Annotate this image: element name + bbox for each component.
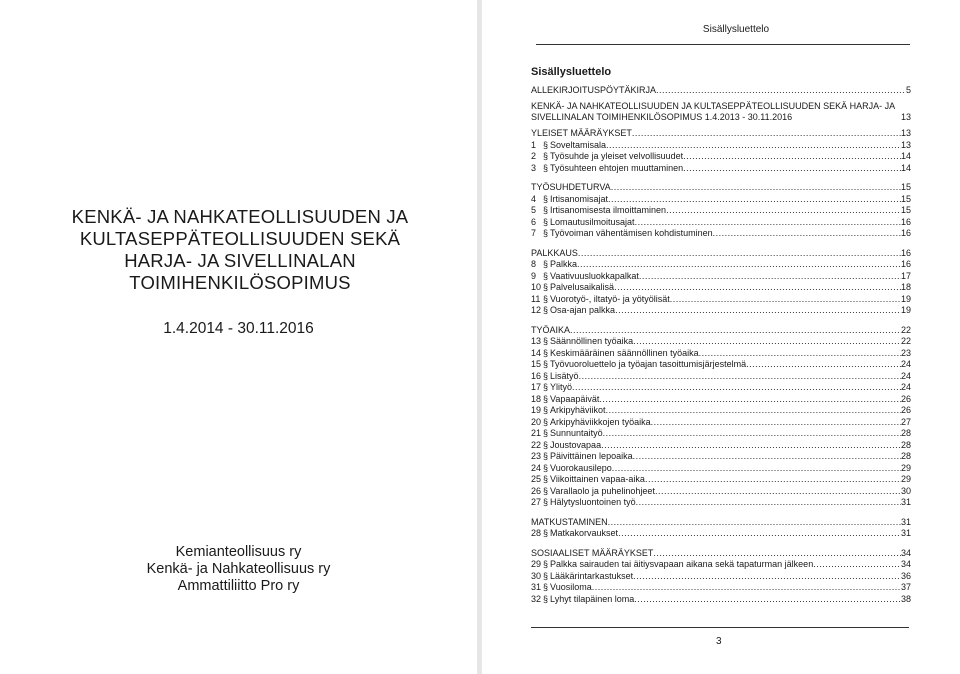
- dot-leader: [699, 348, 901, 359]
- toc-spacer: [531, 508, 911, 516]
- toc-heading[interactable]: [531, 324, 911, 336]
- dot-leader: [636, 497, 901, 508]
- toc-page-number: 22: [900, 336, 911, 346]
- toc-entry-text: Soveltamisala: [550, 139, 607, 150]
- toc-entry-label: [531, 85, 656, 96]
- toc-entry-label: [531, 417, 651, 428]
- toc-entry[interactable]: [531, 205, 911, 217]
- dot-leader: [608, 194, 901, 205]
- section-number: 18: [531, 393, 542, 404]
- toc-page-number: 31: [900, 497, 911, 507]
- header-divider: [536, 44, 910, 45]
- toc-entry-label: [531, 271, 639, 282]
- toc-entry-label: [531, 571, 633, 582]
- toc-spacer: [531, 316, 911, 324]
- toc-page-number: 13: [900, 111, 911, 122]
- cover-title: [30, 206, 450, 294]
- toc-entry-text: Työsuhde ja yleiset velvollisuudet: [550, 151, 684, 161]
- section-number: 32: [531, 593, 542, 604]
- section-number: 21: [531, 428, 542, 438]
- dot-leader: [655, 486, 901, 497]
- toc-page-number: 16: [900, 259, 911, 269]
- toc-entry-label: [531, 217, 635, 228]
- section-number: 20: [531, 416, 542, 427]
- section-sign: §: [543, 497, 549, 507]
- section-number: 11: [531, 293, 541, 304]
- section-number: 5: [531, 205, 537, 215]
- dot-leader: [614, 282, 901, 293]
- section-number: 28: [531, 528, 542, 538]
- dot-leader: [670, 294, 901, 305]
- toc-entry-label: [531, 394, 599, 405]
- toc-entry[interactable]: [531, 393, 911, 405]
- toc-entry-text: TYÖSUHDETURVA: [531, 182, 611, 192]
- toc-entry-text: Työvoiman vähentämisen kohdistuminen: [550, 228, 713, 238]
- section-sign: §: [543, 462, 549, 473]
- toc-page-number: 22: [900, 324, 911, 335]
- toc-entry[interactable]: [531, 193, 911, 205]
- section-number: 24: [531, 462, 542, 473]
- toc-entry[interactable]: [531, 305, 911, 317]
- dot-leader: [612, 463, 901, 474]
- section-sign: §: [543, 336, 549, 346]
- section-number: 31: [531, 582, 542, 592]
- section-number: 13: [531, 336, 542, 346]
- dot-leader: [606, 405, 901, 416]
- dot-leader: [683, 151, 901, 162]
- toc-page-number: 23: [900, 347, 911, 358]
- dot-leader: [651, 417, 901, 428]
- toc-page-number: 29: [900, 462, 911, 473]
- toc-entry-text: Lyhyt tilapäinen loma: [550, 593, 635, 604]
- toc-entry[interactable]: [531, 151, 911, 163]
- section-number: 29: [531, 559, 542, 569]
- toc-entry-label: [531, 474, 645, 485]
- toc-entry-text: Ylityö: [550, 382, 573, 392]
- toc-entry[interactable]: [531, 336, 911, 348]
- section-sign: §: [543, 259, 549, 269]
- toc-entry-label: [531, 128, 632, 139]
- toc-entry-text: Matkakorvaukset: [550, 528, 619, 538]
- toc-page-number: 28: [900, 451, 911, 461]
- toc-entry[interactable]: [531, 485, 911, 497]
- toc-entry-text: Lisätyö: [550, 370, 579, 381]
- dot-leader: [615, 305, 901, 316]
- toc-entry[interactable]: [531, 216, 911, 228]
- toc-entry-label: [531, 528, 618, 539]
- dot-leader: [713, 228, 901, 239]
- toc-entry[interactable]: [531, 428, 911, 440]
- dot-leader: [632, 128, 901, 139]
- toc-entry-label: [531, 163, 683, 174]
- dot-leader: [611, 182, 901, 193]
- toc-entry[interactable]: [531, 382, 911, 394]
- toc-entry-text: Arkipyhäviikot: [550, 405, 606, 415]
- toc-page-number: 14: [900, 151, 911, 161]
- toc-heading[interactable]: [531, 101, 911, 123]
- toc-heading[interactable]: [531, 547, 911, 559]
- section-sign: §: [543, 370, 549, 381]
- toc-entry-label: [531, 294, 670, 305]
- dot-leader: [656, 85, 906, 96]
- toc-page-number: 36: [900, 570, 911, 581]
- toc-page-number: 15: [900, 182, 911, 192]
- section-number: 8: [531, 259, 537, 269]
- toc-entry[interactable]: [531, 139, 911, 151]
- section-number: 25: [531, 474, 542, 484]
- toc-entry[interactable]: [531, 405, 911, 417]
- toc-entry[interactable]: [531, 582, 911, 594]
- section-number: 9: [531, 270, 537, 281]
- toc-entry-text: Joustovapaa: [550, 439, 602, 450]
- toc-spacer: [531, 174, 911, 182]
- toc-page-number: 13: [900, 128, 911, 138]
- dot-leader: [633, 571, 901, 582]
- toc-page-number: 34: [900, 559, 911, 569]
- organization-name: Kenkä- ja Nahkateollisuus ry: [146, 561, 331, 577]
- toc-entry[interactable]: [531, 528, 911, 540]
- toc-page-number: 16: [900, 247, 911, 258]
- toc-entry[interactable]: [531, 416, 911, 428]
- toc-entry-text: Keskimääräinen säännöllinen työaika: [550, 347, 699, 358]
- toc-entry-label: [531, 440, 601, 451]
- dot-leader: [570, 325, 901, 336]
- dot-leader: [577, 259, 901, 270]
- section-number: 4: [531, 193, 537, 204]
- toc-title: Sisällysluettelo: [531, 66, 612, 78]
- toc-page-number: 28: [900, 439, 911, 450]
- section-sign: §: [543, 528, 549, 538]
- toc-entry-label: [531, 486, 655, 497]
- toc-entry[interactable]: [531, 228, 911, 240]
- toc-entry-text: SOSIAALISET MÄÄRÄYKSET: [531, 547, 654, 558]
- toc-entry-text: ALLEKIRJOITUSPÖYTÄKIRJA: [531, 84, 657, 95]
- toc-entry[interactable]: [531, 259, 911, 271]
- dot-leader: [608, 517, 901, 528]
- toc-page-number: 19: [900, 305, 911, 315]
- toc-page-number: 34: [900, 547, 911, 558]
- toc-entry-text: Varallaolo ja puhelinohjeet: [550, 485, 655, 496]
- toc-page-number: 24: [900, 370, 911, 381]
- toc-entry[interactable]: [531, 293, 911, 305]
- toc-entry-text: Palkka: [550, 259, 578, 269]
- toc-entry[interactable]: [531, 462, 911, 474]
- toc-entry[interactable]: [531, 439, 911, 451]
- toc-entry-text: Työvuoroluettelo ja työajan tasoittumisjärjestelmä: [550, 359, 747, 369]
- toc-entry-text: Lääkärintarkastukset: [550, 570, 634, 581]
- toc-entry-text: Sunnuntaityö: [550, 428, 603, 438]
- toc-entry[interactable]: [531, 451, 911, 463]
- toc-entry-label: [531, 325, 570, 336]
- page-number: 3: [716, 636, 722, 647]
- toc-entry-label: [531, 371, 579, 382]
- toc-entry-text: Palkka sairauden tai äitiysvapaan aikana sekä tapaturman jälkeen: [550, 559, 814, 569]
- running-header: Sisällysluettelo: [702, 24, 770, 35]
- dot-leader: [618, 528, 901, 539]
- dot-leader: [572, 382, 901, 393]
- toc-entry-label: [531, 336, 633, 347]
- toc-page-number: 27: [900, 416, 911, 427]
- section-sign: §: [543, 416, 549, 427]
- toc-heading[interactable]: [531, 247, 911, 259]
- section-sign: §: [543, 282, 549, 292]
- cover-organizations: [0, 544, 477, 595]
- toc-entry-label: [531, 451, 633, 462]
- toc-entry[interactable]: [531, 593, 911, 605]
- toc-page-number: 16: [900, 216, 911, 227]
- toc-entry-label: [531, 594, 634, 605]
- toc-entry-text: Vapaapäivät: [550, 393, 600, 404]
- toc-entry[interactable]: [531, 497, 911, 509]
- section-number: 15: [531, 359, 542, 369]
- toc-entry-text: Vuorokausilepo: [550, 462, 612, 473]
- toc-entry[interactable]: [531, 559, 911, 571]
- toc-entry-label: [531, 182, 611, 193]
- section-sign: §: [543, 570, 549, 581]
- toc-entry-text: Päivittäinen lepoaika: [550, 451, 633, 461]
- section-sign: §: [543, 428, 549, 438]
- section-sign: §: [543, 451, 549, 461]
- toc-page-number: 38: [900, 593, 911, 604]
- organization-name: Kemianteollisuus ry: [175, 544, 302, 560]
- toc-page-number: 37: [900, 582, 911, 592]
- cover-title-line: KENKÄ- JA NAHKATEOLLISUUDEN JA: [71, 206, 409, 227]
- toc-page-number: 13: [900, 139, 911, 150]
- section-sign: §: [543, 485, 549, 496]
- toc-entry-text: Säännöllinen työaika: [550, 336, 634, 346]
- section-number: 19: [531, 405, 542, 415]
- cover-date-range: 1.4.2014 - 30.11.2016: [163, 320, 314, 337]
- dot-leader: [683, 163, 901, 174]
- section-number: 12: [531, 305, 542, 315]
- toc-entry-label: [531, 405, 606, 416]
- dot-leader: [645, 474, 901, 485]
- toc-page-number: 26: [900, 405, 911, 415]
- toc-entry-label: [531, 463, 612, 474]
- toc-entry-text: PALKKAUS: [531, 247, 578, 258]
- dot-leader: [635, 217, 901, 228]
- section-sign: §: [543, 151, 549, 161]
- toc-entry-text: Työsuhteen ehtojen muuttaminen: [550, 162, 684, 173]
- toc-entry-text: Osa-ajan palkka: [550, 305, 616, 315]
- dot-leader: [634, 594, 901, 605]
- dot-leader: [633, 336, 901, 347]
- toc-entry-label: [531, 517, 608, 528]
- dot-leader: [813, 559, 901, 570]
- section-number: 30: [531, 570, 542, 581]
- toc-heading[interactable]: [531, 516, 911, 528]
- section-number: 1: [531, 139, 537, 150]
- toc-entry-label: [531, 194, 608, 205]
- section-number: 27: [531, 497, 542, 507]
- toc-page-number: 18: [900, 282, 911, 292]
- dot-leader: [579, 371, 901, 382]
- toc-page-number: 16: [900, 228, 911, 238]
- cover-title-line: HARJA- JA SIVELLINALAN: [124, 250, 356, 271]
- toc-entry[interactable]: [531, 474, 911, 486]
- dot-leader: [606, 140, 901, 151]
- toc-heading[interactable]: [531, 128, 911, 140]
- dot-leader: [666, 205, 901, 216]
- section-sign: §: [543, 559, 549, 569]
- toc-entry-text: Irtisanomisajat: [550, 193, 609, 204]
- section-sign: §: [543, 347, 549, 358]
- toc-entry[interactable]: [531, 347, 911, 359]
- section-number: 2: [531, 151, 537, 161]
- toc-heading[interactable]: [531, 84, 911, 96]
- toc-entry-label: [531, 559, 813, 570]
- section-number: 14: [531, 347, 542, 358]
- toc-entry-label: [531, 259, 577, 270]
- toc-entry-text: MATKUSTAMINEN: [531, 516, 608, 527]
- section-sign: §: [543, 393, 549, 404]
- toc-entry-label: [531, 101, 901, 123]
- toc-entry[interactable]: [531, 270, 911, 282]
- section-sign: §: [543, 439, 549, 450]
- section-number: 6: [531, 216, 537, 227]
- toc-entry-label: [531, 248, 578, 259]
- section-sign: §: [543, 382, 549, 392]
- section-sign: §: [543, 359, 549, 369]
- toc-page-number: 31: [900, 528, 911, 538]
- dot-leader: [592, 582, 901, 593]
- toc-page-number: 29: [900, 474, 911, 484]
- toc-entry-label: [531, 497, 636, 508]
- toc-entry-label: [531, 305, 615, 316]
- dot-leader: [746, 359, 901, 370]
- section-sign: §: [543, 228, 549, 238]
- section-sign: §: [543, 582, 549, 592]
- toc-entry-label: [531, 140, 606, 151]
- section-number: 17: [531, 382, 542, 392]
- section-sign: §: [543, 293, 549, 304]
- organization-name: Ammattiliitto Pro ry: [177, 578, 300, 594]
- toc-entry-text: Irtisanomisesta ilmoittaminen: [550, 205, 667, 215]
- toc-entry-label: [531, 359, 746, 370]
- table-of-contents: [531, 84, 911, 605]
- section-number: 26: [531, 485, 542, 496]
- dot-leader: [633, 451, 901, 462]
- section-sign: §: [543, 162, 549, 173]
- section-sign: §: [543, 139, 549, 150]
- toc-entry-label: [531, 348, 699, 359]
- toc-entry-text: Viikoittainen vapaa-aika: [550, 474, 645, 484]
- toc-page-number: 24: [900, 382, 911, 392]
- cover-title-line: TOIMIHENKILÖSOPIMUS: [129, 272, 351, 293]
- dot-leader: [603, 428, 901, 439]
- toc-entry-text: TYÖAIKA: [531, 324, 571, 335]
- toc-page-number: 5: [905, 84, 911, 95]
- toc-page-number: 31: [900, 516, 911, 527]
- dot-leader: [599, 394, 901, 405]
- toc-page-number: 26: [900, 393, 911, 404]
- section-number: 7: [531, 228, 537, 238]
- toc-entry-text: Vuosiloma: [550, 582, 592, 592]
- toc-entry-text: Vaativuusluokkapalkat: [550, 270, 639, 281]
- toc-entry[interactable]: [531, 370, 911, 382]
- toc-entry-label: [531, 382, 572, 393]
- toc-entry-label: [531, 428, 603, 439]
- toc-entry-text: Hälytysluontoinen työ: [550, 497, 636, 507]
- cover-title-line: KULTASEPPÄTEOLLISUUDEN SEKÄ: [79, 228, 401, 249]
- section-sign: §: [543, 205, 549, 215]
- section-number: 16: [531, 370, 542, 381]
- toc-page-number: 15: [900, 205, 911, 215]
- dot-leader: [601, 440, 901, 451]
- toc-entry-label: [531, 228, 713, 239]
- section-number: 22: [531, 439, 542, 450]
- toc-entry-text: Arkipyhäviikkojen työaika: [550, 416, 651, 427]
- toc-page-number: 14: [900, 162, 911, 173]
- section-sign: §: [543, 593, 549, 604]
- cover-page: [0, 0, 477, 674]
- toc-entry[interactable]: [531, 359, 911, 371]
- toc-entry[interactable]: [531, 282, 911, 294]
- section-sign: §: [543, 193, 549, 204]
- section-sign: §: [543, 305, 549, 315]
- section-sign: §: [543, 216, 549, 227]
- section-sign: §: [543, 270, 549, 281]
- section-sign: §: [543, 474, 549, 484]
- toc-page-number: 28: [900, 428, 911, 438]
- footer-divider: [531, 627, 909, 628]
- toc-entry-label: [531, 548, 653, 559]
- toc-entry-label: [531, 151, 683, 162]
- toc-spacer: [531, 539, 911, 547]
- dot-leader: [639, 271, 901, 282]
- toc-entry-label: [531, 205, 666, 216]
- toc-heading[interactable]: [531, 182, 911, 194]
- toc-entry[interactable]: [531, 162, 911, 174]
- dot-leader: [653, 548, 901, 559]
- section-sign: §: [543, 405, 549, 415]
- dot-leader: [578, 248, 901, 259]
- toc-page-number: 30: [900, 485, 911, 496]
- section-number: 23: [531, 451, 542, 461]
- toc-entry-label: [531, 282, 614, 293]
- section-number: 10: [531, 282, 542, 292]
- toc-entry-text: Palvelusaikalisä: [550, 282, 615, 292]
- toc-page-number: 17: [900, 270, 911, 281]
- toc-entry-text: KENKÄ- JA NAHKATEOLLISUUDEN JA KULTASEPPÄTEOLLISUUDEN SEKÄ HARJA- JA SIVELLINALAN TOIMIHENKILÖSOPIMUS 1.4.2013 - 30.11.2016: [531, 100, 895, 122]
- toc-entry-text: Lomautusilmoitusajat: [550, 216, 635, 227]
- toc-entry-text: YLEISET MÄÄRÄYKSET: [531, 128, 632, 138]
- toc-page-number: 24: [900, 359, 911, 369]
- toc-page-number: 15: [900, 193, 911, 204]
- toc-page-number: 19: [900, 293, 911, 304]
- toc-spacer: [531, 239, 911, 247]
- section-number: 3: [531, 162, 537, 173]
- toc-entry-label: [531, 582, 592, 593]
- toc-entry[interactable]: [531, 570, 911, 582]
- toc-entry-text: Vuorotyö-, iltatyö- ja yötyölisät: [550, 293, 670, 304]
